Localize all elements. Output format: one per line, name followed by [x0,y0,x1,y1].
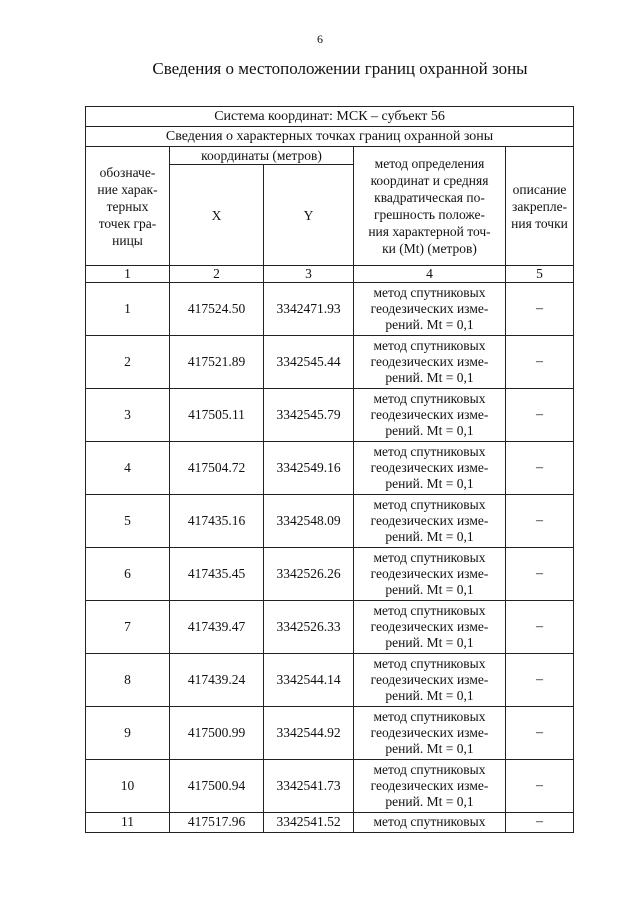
method-text-line: метод спутниковых [373,444,486,459]
method-text-line: метод спутниковых [373,656,486,671]
header-text-line: грешность положе- [374,207,485,222]
point-id-cell: 2 [86,336,170,389]
method-cell [354,760,506,813]
method-text-line: геодезических изме- [370,460,489,475]
x-coordinate-cell: 417505.11 [170,389,264,442]
x-coordinate-cell: 417435.16 [170,495,264,548]
method-text-line: рений. Mt = 0,1 [385,794,474,809]
description-cell: – [506,654,574,707]
header-x: X [170,165,264,266]
method-text-line: рений. Mt = 0,1 [385,529,474,544]
method-text-line: рений. Mt = 0,1 [385,635,474,650]
method-text-line: метод спутниковых [373,603,486,618]
y-coordinate-cell: 3342545.79 [264,389,354,442]
method-cell [354,707,506,760]
method-cell [354,495,506,548]
table-row [86,707,574,760]
method-cell [354,283,506,336]
method-text-line: метод спутниковых [373,391,486,406]
table-row [86,601,574,654]
header-text-line: ние харак- [97,181,158,197]
table-row [86,283,574,336]
header-text-line: описание [512,181,567,197]
y-coordinate-cell: 3342548.09 [264,495,354,548]
method-text-line: метод спутниковых [373,762,486,777]
y-coordinate-cell: 3342526.26 [264,548,354,601]
table-row [86,760,574,813]
header-row [86,147,574,165]
header-y: Y [264,165,354,266]
coordinate-system-cell: Система координат: МСК – субъект 56 [86,107,574,127]
x-coordinate-cell: 417524.50 [170,283,264,336]
method-cell [354,601,506,654]
description-cell: – [506,707,574,760]
y-coordinate-cell: 3342541.52 [264,813,354,833]
table-row [86,442,574,495]
method-text-line: метод спутниковых [373,338,486,353]
point-id-cell: 6 [86,548,170,601]
header-description [506,147,574,266]
method-text-line: рений. Mt = 0,1 [385,582,474,597]
y-coordinate-cell: 3342541.73 [264,760,354,813]
method-text-line: геодезических изме- [370,672,489,687]
point-id-cell: 1 [86,283,170,336]
header-text-line: ния точки [511,215,568,231]
point-id-cell: 4 [86,442,170,495]
method-text-line: геодезических изме- [370,354,489,369]
y-coordinate-cell: 3342471.93 [264,283,354,336]
point-id-cell: 7 [86,601,170,654]
method-text-line: рений. Mt = 0,1 [385,688,474,703]
x-coordinate-cell: 417500.94 [170,760,264,813]
table-row [86,336,574,389]
table-row [86,495,574,548]
page-title: Сведения о местоположении границ охранной зоны [152,59,528,78]
y-coordinate-cell: 3342545.44 [264,336,354,389]
y-coordinate-cell: 3342526.33 [264,601,354,654]
header-text-line: ки (Mt) (метров) [382,241,477,256]
header-text-line: терных [106,198,149,214]
description-cell: – [506,601,574,654]
method-text-line: рений. Mt = 0,1 [385,741,474,756]
header-text-line: закрепле- [511,198,568,214]
header-text-line: обозначе- [99,164,156,180]
table-row [86,654,574,707]
header-text-line: ния характерной точ- [368,224,491,239]
column-numbers-row [86,266,574,283]
point-id-cell: 10 [86,760,170,813]
point-id-cell: 8 [86,654,170,707]
method-text-line: геодезических изме- [370,513,489,528]
description-cell: – [506,760,574,813]
method-text-line: метод спутниковых [373,497,486,512]
x-coordinate-cell: 417521.89 [170,336,264,389]
method-text-line: метод спутниковых [373,709,486,724]
header-text-line: квадратическая по- [374,190,485,205]
header-text-line: ницы [112,232,143,248]
method-text-line: геодезических изме- [370,566,489,581]
section-title-cell: Сведения о характерных точках границ охранной зоны [86,127,574,147]
method-text-line: метод спутниковых [373,550,486,565]
y-coordinate-cell: 3342544.14 [264,654,354,707]
column-number: 2 [170,266,264,283]
description-cell: – [506,283,574,336]
method-text-line: геодезических изме- [370,407,489,422]
description-cell: – [506,548,574,601]
method-text-line: рений. Mt = 0,1 [385,476,474,491]
point-id-cell: 11 [86,813,170,833]
x-coordinate-cell: 417517.96 [170,813,264,833]
description-cell: – [506,389,574,442]
method-cell [354,548,506,601]
method-cell: метод спутниковых [354,813,506,833]
description-cell: – [506,813,574,833]
method-text-line: метод спутниковых [373,285,486,300]
coordinate-system-row [86,107,574,127]
x-coordinate-cell: 417500.99 [170,707,264,760]
column-number: 5 [506,266,574,283]
point-id-cell: 9 [86,707,170,760]
method-cell [354,389,506,442]
header-text-line: точек гра- [98,215,157,231]
header-method [354,147,506,266]
point-id-cell: 3 [86,389,170,442]
x-coordinate-cell: 417439.47 [170,601,264,654]
method-cell [354,654,506,707]
method-text-line: геодезических изме- [370,725,489,740]
description-cell: – [506,495,574,548]
method-text-line: геодезических изме- [370,778,489,793]
method-text-line: рений. Mt = 0,1 [385,423,474,438]
x-coordinate-cell: 417504.72 [170,442,264,495]
page-number: 6 [317,32,323,46]
x-coordinate-cell: 417439.24 [170,654,264,707]
description-cell: – [506,336,574,389]
method-text-line: геодезических изме- [370,301,489,316]
x-coordinate-cell: 417435.45 [170,548,264,601]
header-text-line: метод определения [374,156,485,171]
section-title-row [86,127,574,147]
y-coordinate-cell: 3342544.92 [264,707,354,760]
table-row [86,389,574,442]
description-cell: – [506,442,574,495]
boundary-points-table [85,106,574,833]
method-text-line: геодезических изме- [370,619,489,634]
method-cell [354,336,506,389]
method-text-line: рений. Mt = 0,1 [385,370,474,385]
method-text-line: рений. Mt = 0,1 [385,317,474,332]
y-coordinate-cell: 3342549.16 [264,442,354,495]
table-row [86,813,574,833]
header-text-line: координат и средняя [370,173,489,188]
header-designation [86,147,170,266]
point-id-cell: 5 [86,495,170,548]
method-cell [354,442,506,495]
header-coordinates-group: координаты (метров) [170,147,354,165]
table-row [86,548,574,601]
column-number: 1 [86,266,170,283]
column-number: 4 [354,266,506,283]
column-number: 3 [264,266,354,283]
